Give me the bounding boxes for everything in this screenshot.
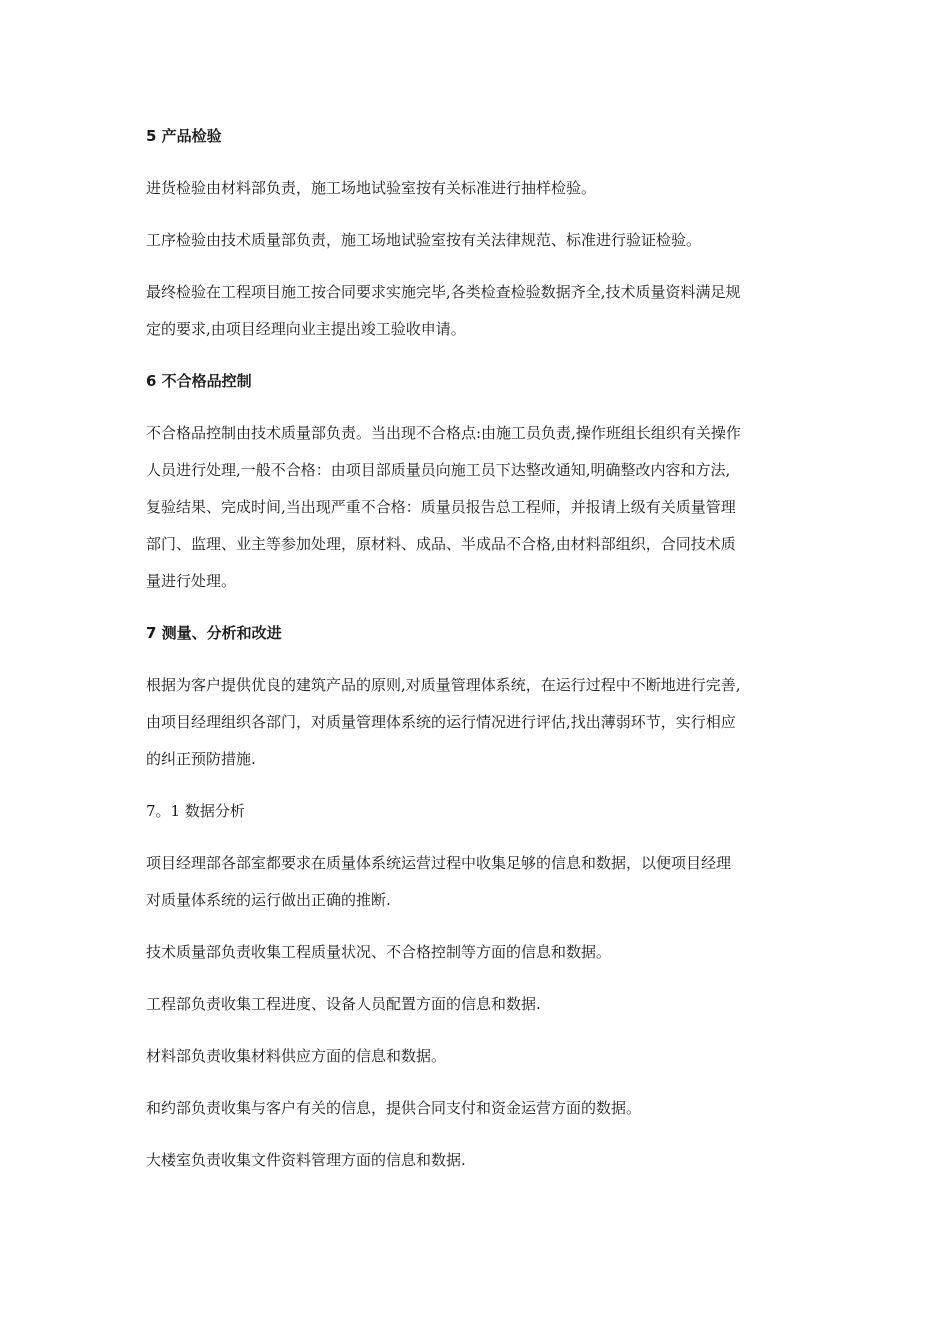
text-line: 不合格品控制由技术质量部负责。当出现不合格点:由施工员负责,操作班组长组织有关操作 xyxy=(146,424,741,442)
section-heading-7: 7 测量、分析和改进 xyxy=(146,624,282,642)
text-line: 最终检验在工程项目施工按合同要求实施完毕,各类检查检验数据齐全,技术质量资料满足规 xyxy=(146,283,741,301)
paragraph xyxy=(146,1142,816,1179)
text-line: 部门、监理、业主等参加处理，原材料、成品、半成品不合格,由材料部组织，合同技术质 xyxy=(146,535,736,553)
text-line: 进货检验由材料部负责，施工场地试验室按有关标准进行抽样检验。 xyxy=(146,179,597,197)
text-line: 对质量体系统的运行做出正确的推断. xyxy=(146,891,391,909)
text-line: 的纠正预防措施. xyxy=(146,750,256,768)
text-line: 技术质量部负责收集工程质量状况、不合格控制等方面的信息和数据。 xyxy=(146,943,612,961)
paragraph xyxy=(146,845,816,919)
paragraph xyxy=(146,934,816,971)
text-line: 复验结果、完成时间,当出现严重不合格：质量员报告总工程师，并报请上级有关质量管理 xyxy=(146,498,736,516)
document-body xyxy=(146,118,816,1194)
text-line: 工程部负责收集工程进度、设备人员配置方面的信息和数据. xyxy=(146,995,541,1013)
paragraph xyxy=(146,274,816,348)
text-line: 人员进行处理,一般不合格：由项目部质量员向施工员下达整改通知,明确整改内容和方法, xyxy=(146,461,731,479)
text-line: 和约部负责收集与客户有关的信息，提供合同支付和资金运营方面的数据。 xyxy=(146,1099,642,1117)
section-heading-5: 5 产品检验 xyxy=(146,127,222,145)
paragraph xyxy=(146,986,816,1023)
paragraph xyxy=(146,222,816,259)
paragraph xyxy=(146,667,816,778)
text-line: 量进行处理。 xyxy=(146,572,237,590)
subsection-heading-7-1: 7。1 数据分析 xyxy=(146,802,245,820)
text-line: 由项目经理组织各部门，对质量管理体系统的运行情况进行评估,找出薄弱环节，实行相应 xyxy=(146,713,736,731)
text-line: 大楼室负责收集文件资料管理方面的信息和数据. xyxy=(146,1151,466,1169)
paragraph xyxy=(146,1038,816,1075)
text-line: 工序检验由技术质量部负责，施工场地试验室按有关法律规范、标准进行验证检验。 xyxy=(146,231,702,249)
text-line: 项目经理部各部室都要求在质量体系统运营过程中收集足够的信息和数据，以便项目经理 xyxy=(146,854,732,872)
text-line: 定的要求,由项目经理向业主提出竣工验收申请。 xyxy=(146,320,466,338)
paragraph xyxy=(146,1090,816,1127)
paragraph xyxy=(146,415,816,600)
paragraph xyxy=(146,170,816,207)
text-line: 根据为客户提供优良的建筑产品的原则,对质量管理体系统，在运行过程中不断地进行完善, xyxy=(146,676,741,694)
text-line: 材料部负责收集材料供应方面的信息和数据。 xyxy=(146,1047,447,1065)
section-heading-6: 6 不合格品控制 xyxy=(146,372,252,390)
